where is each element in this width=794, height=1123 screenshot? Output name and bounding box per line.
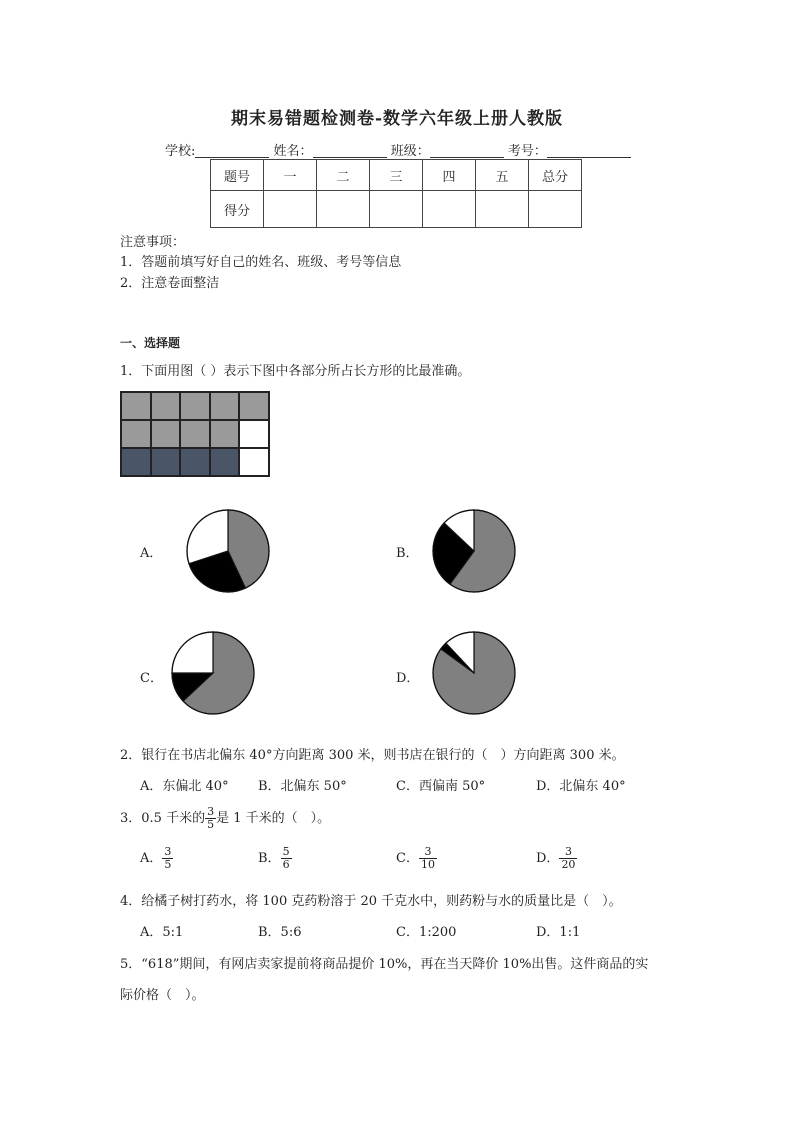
grid-cell-gray <box>210 420 240 448</box>
score-table-header <box>211 160 582 191</box>
question-2-text: 2．银行在书店北偏东 40°方向距离 300 米，则书店在银行的（ ）方向距离 300 米。 <box>120 748 625 763</box>
option-c-pie[interactable] <box>169 629 257 717</box>
option-fraction <box>281 846 292 871</box>
q2-option-a[interactable]: A．东偏北 40° <box>140 779 229 794</box>
question-1-text: 1．下面用图（ ）表示下图中各部分所占长方形的比最准确。 <box>120 364 471 379</box>
score-header-cell: 总分 <box>529 160 582 191</box>
option-label: C． <box>396 851 419 866</box>
class-label: 班级： <box>390 144 430 159</box>
class-blank[interactable] <box>430 143 504 158</box>
score-header-cell: 二 <box>317 160 370 191</box>
q3-option-b[interactable] <box>258 846 292 871</box>
grid-cell-gray <box>180 392 210 420</box>
score-table <box>210 159 582 228</box>
fraction-denominator: 5 <box>164 858 172 871</box>
option-b-label[interactable]: B． <box>396 546 419 561</box>
option-fraction <box>162 846 173 871</box>
q2-option-c[interactable]: C．西偏南 50° <box>396 779 486 794</box>
grid-cell-white <box>239 448 269 476</box>
score-header-cell: 题号 <box>211 160 264 191</box>
score-table-row <box>211 191 582 228</box>
q3-option-c[interactable] <box>396 846 437 871</box>
score-cell[interactable] <box>264 191 317 228</box>
q2-option-b[interactable]: B．北偏东 50° <box>258 779 347 794</box>
fraction-numerator: 3 <box>164 845 172 858</box>
grid-cell-dark <box>180 448 210 476</box>
option-c-label[interactable]: C． <box>140 671 163 686</box>
option-a-label[interactable]: A． <box>140 546 163 561</box>
score-header-cell: 四 <box>423 160 476 191</box>
question-3-text <box>120 806 330 831</box>
page-title: 期末易错题检测卷-数学六年级上册人教版 <box>230 109 564 129</box>
q3-option-a[interactable] <box>140 846 173 871</box>
question-4-text: 4．给橘子树打药水，将 100 克药粉溶于 20 千克水中，则药粉与水的质量比是（ ）。 <box>120 894 622 909</box>
name-blank[interactable] <box>313 143 387 158</box>
q3-fraction <box>205 806 216 831</box>
score-header-cell: 五 <box>476 160 529 191</box>
option-label: D． <box>536 851 560 866</box>
notes-heading: 注意事项： <box>120 235 186 250</box>
q2-option-d[interactable]: D．北偏东 40° <box>536 779 626 794</box>
q3-option-d[interactable] <box>536 846 577 871</box>
q4-option-a[interactable]: A．5:1 <box>140 925 184 940</box>
grid-cell-gray <box>210 392 240 420</box>
score-row-label: 得分 <box>211 191 264 228</box>
option-d-label[interactable]: D． <box>396 671 420 686</box>
q3-text-post: 是 1 千米的（ ）。 <box>216 811 331 826</box>
score-cell[interactable] <box>370 191 423 228</box>
grid-cell-gray <box>180 420 210 448</box>
fraction-numerator: 5 <box>282 845 290 858</box>
grid-cell-white <box>239 420 269 448</box>
section-heading: 一、选择题 <box>120 336 181 350</box>
grid-cell-gray <box>151 420 181 448</box>
score-cell[interactable] <box>476 191 529 228</box>
fraction-numerator: 3 <box>559 846 577 859</box>
name-label: 姓名： <box>273 144 313 159</box>
student-info <box>165 140 631 159</box>
q3-text-pre: 3．0.5 千米的 <box>120 811 206 826</box>
school-label: 学校: <box>165 144 196 159</box>
option-d-pie[interactable] <box>430 629 518 717</box>
exam-no-label: 考号： <box>507 144 547 159</box>
q4-option-b[interactable]: B．5:6 <box>258 925 302 940</box>
fraction-numerator: 3 <box>419 846 437 859</box>
score-cell[interactable] <box>529 191 582 228</box>
exam-no-blank[interactable] <box>547 143 631 158</box>
school-blank[interactable] <box>195 143 269 158</box>
q4-option-d[interactable]: D．1:1 <box>536 925 581 940</box>
fraction-denominator: 6 <box>282 858 290 871</box>
score-cell[interactable] <box>423 191 476 228</box>
grid-cell-gray <box>239 392 269 420</box>
option-a-pie[interactable] <box>184 507 272 595</box>
rectangle-grid-figure <box>120 391 270 477</box>
option-label: A． <box>140 851 163 866</box>
fraction-numerator: 3 <box>207 805 215 818</box>
grid-cell-gray <box>151 392 181 420</box>
grid-cell-dark <box>151 448 181 476</box>
question-5-text-line1: 5．“618”期间，有网店卖家提前将商品提价 10%，再在当天降价 10%出售。这件商品的实 <box>120 957 649 972</box>
q4-option-c[interactable]: C．1:200 <box>396 925 457 940</box>
grid-cell-dark <box>210 448 240 476</box>
option-b-pie[interactable] <box>430 507 518 595</box>
fraction-denominator: 5 <box>207 818 215 831</box>
score-cell[interactable] <box>317 191 370 228</box>
grid-cell-dark <box>121 448 151 476</box>
fraction-denominator: 10 <box>420 858 435 871</box>
question-5-text-line2: 际价格（ ）。 <box>120 988 205 1003</box>
notes-item: 2．注意卷面整洁 <box>120 276 220 291</box>
fraction-denominator: 20 <box>561 858 576 871</box>
score-header-cell: 一 <box>264 160 317 191</box>
option-fraction <box>559 846 577 871</box>
score-header-cell: 三 <box>370 160 423 191</box>
option-label: B． <box>258 851 281 866</box>
grid-cell-gray <box>121 392 151 420</box>
grid-cell-gray <box>121 420 151 448</box>
option-fraction <box>419 846 437 871</box>
notes-item: 1．答题前填写好自己的姓名、班级、考号等信息 <box>120 255 402 270</box>
